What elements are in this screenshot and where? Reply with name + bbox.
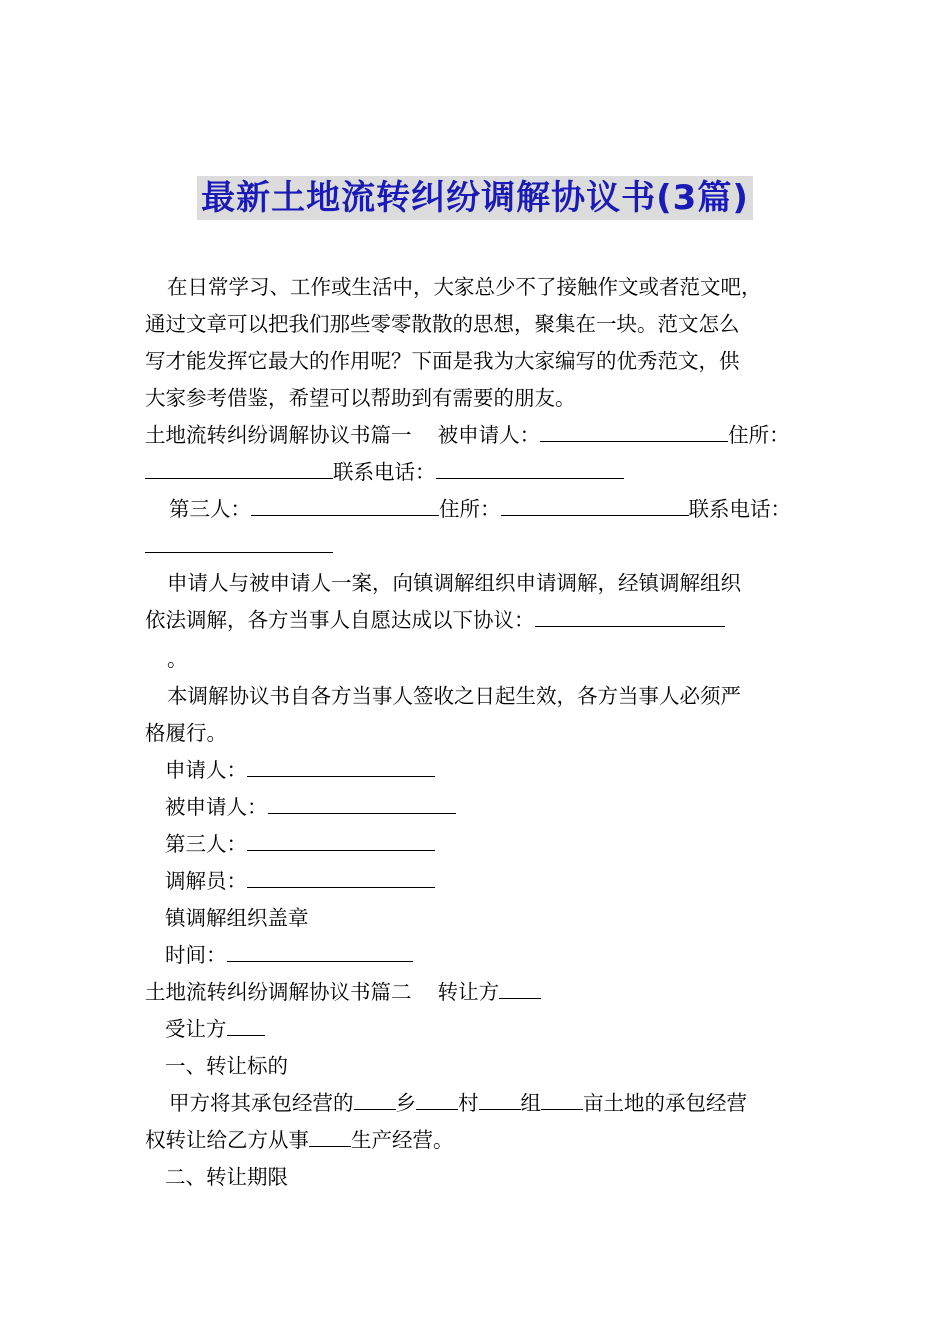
transfer-object-text-e: 亩土地的承包经营 — [583, 1091, 747, 1115]
agreement-blank — [535, 608, 725, 627]
township-label: 乡 — [395, 1091, 416, 1115]
third-party-phone-label: 联系电话： — [688, 497, 791, 521]
effect-line-1: 本调解协议书自各方当事人签收之日起生效，各方当事人必须严 — [167, 684, 741, 708]
agreement-period: 。 — [167, 647, 188, 671]
transferee-label: 受让方 — [165, 1017, 227, 1041]
title-container — [0, 176, 950, 220]
third-party-phone-line — [145, 533, 333, 559]
respondent-blank — [540, 423, 728, 442]
section-1-heading-line — [145, 422, 790, 448]
signature-mediator — [165, 868, 435, 894]
transfer-object-text-f: 权转让给乙方从事 — [145, 1128, 309, 1152]
signature-third-party — [165, 831, 435, 857]
transferor-blank — [499, 980, 541, 999]
transferee-line — [165, 1016, 265, 1042]
area-blank — [541, 1091, 583, 1110]
phone-label: 联系电话： — [333, 460, 436, 484]
signature-applicant-label: 申请人： — [165, 758, 247, 782]
document-title: 最新土地流转纠纷调解协议书(3篇) — [197, 176, 753, 220]
effect-line-2: 格履行。 — [145, 721, 227, 745]
transferor-label: 转让方 — [437, 980, 500, 1004]
transfer-object-text-g: 生产经营。 — [351, 1128, 454, 1152]
group-label: 组 — [520, 1091, 541, 1115]
address-blank — [145, 460, 333, 479]
signature-mediator-label: 调解员： — [165, 869, 247, 893]
signature-applicant-blank — [247, 758, 435, 777]
signature-respondent — [165, 794, 456, 820]
agreement-line-2 — [145, 607, 725, 633]
township-blank — [354, 1091, 396, 1110]
third-party-blank — [251, 497, 439, 516]
third-party-address-label: 住所： — [439, 497, 501, 521]
section-2-item-2-title: 二、转让期限 — [165, 1165, 288, 1189]
signature-third-party-label: 第三人： — [165, 832, 247, 856]
signature-third-party-blank — [247, 832, 435, 851]
intro-line-1: 在日常学习、工作或生活中，大家总少不了接触作文或者范文吧， — [167, 275, 762, 299]
village-blank — [416, 1091, 458, 1110]
group-blank — [479, 1091, 521, 1110]
transfer-object-line-2 — [145, 1127, 454, 1153]
village-label: 村 — [458, 1091, 479, 1115]
third-party-line — [169, 496, 791, 522]
signature-mediator-blank — [247, 869, 435, 888]
third-party-address-blank — [501, 497, 689, 516]
transfer-object-line-1 — [169, 1090, 747, 1116]
intro-line-3: 写才能发挥它最大的作用呢？下面是我为大家编写的优秀范文，供 — [145, 349, 740, 373]
agreement-line-2-text: 依法调解，各方当事人自愿达成以下协议： — [145, 608, 535, 632]
phone-blank — [436, 460, 624, 479]
third-party-phone-blank — [145, 534, 333, 553]
seal-line: 镇调解组织盖章 — [165, 906, 309, 930]
section-2-item-1-title: 一、转让标的 — [165, 1054, 288, 1078]
intro-line-4: 大家参考借鉴，希望可以帮助到有需要的朋友。 — [145, 386, 576, 410]
section-1-heading: 土地流转纠纷调解协议书篇一 — [145, 423, 412, 447]
respondent-contact-line — [145, 459, 624, 485]
signature-respondent-label: 被申请人： — [165, 795, 268, 819]
signature-applicant — [165, 757, 435, 783]
time-blank — [227, 943, 413, 962]
time-line — [165, 942, 413, 968]
transferee-blank — [227, 1017, 265, 1036]
production-blank — [309, 1128, 351, 1147]
time-label: 时间： — [165, 943, 227, 967]
section-2-heading: 土地流转纠纷调解协议书篇二 — [145, 980, 412, 1004]
signature-respondent-blank — [268, 795, 456, 814]
section-2-heading-line — [145, 979, 541, 1005]
third-party-label: 第三人： — [169, 497, 251, 521]
agreement-line-1: 申请人与被申请人一案，向镇调解组织申请调解，经镇调解组织 — [167, 571, 741, 595]
transfer-object-text-a: 甲方将其承包经营的 — [169, 1091, 354, 1115]
respondent-label: 被申请人： — [437, 423, 541, 447]
address-label: 住所： — [728, 423, 790, 447]
intro-line-2: 通过文章可以把我们那些零零散散的思想，聚集在一块。范文怎么 — [145, 312, 740, 336]
